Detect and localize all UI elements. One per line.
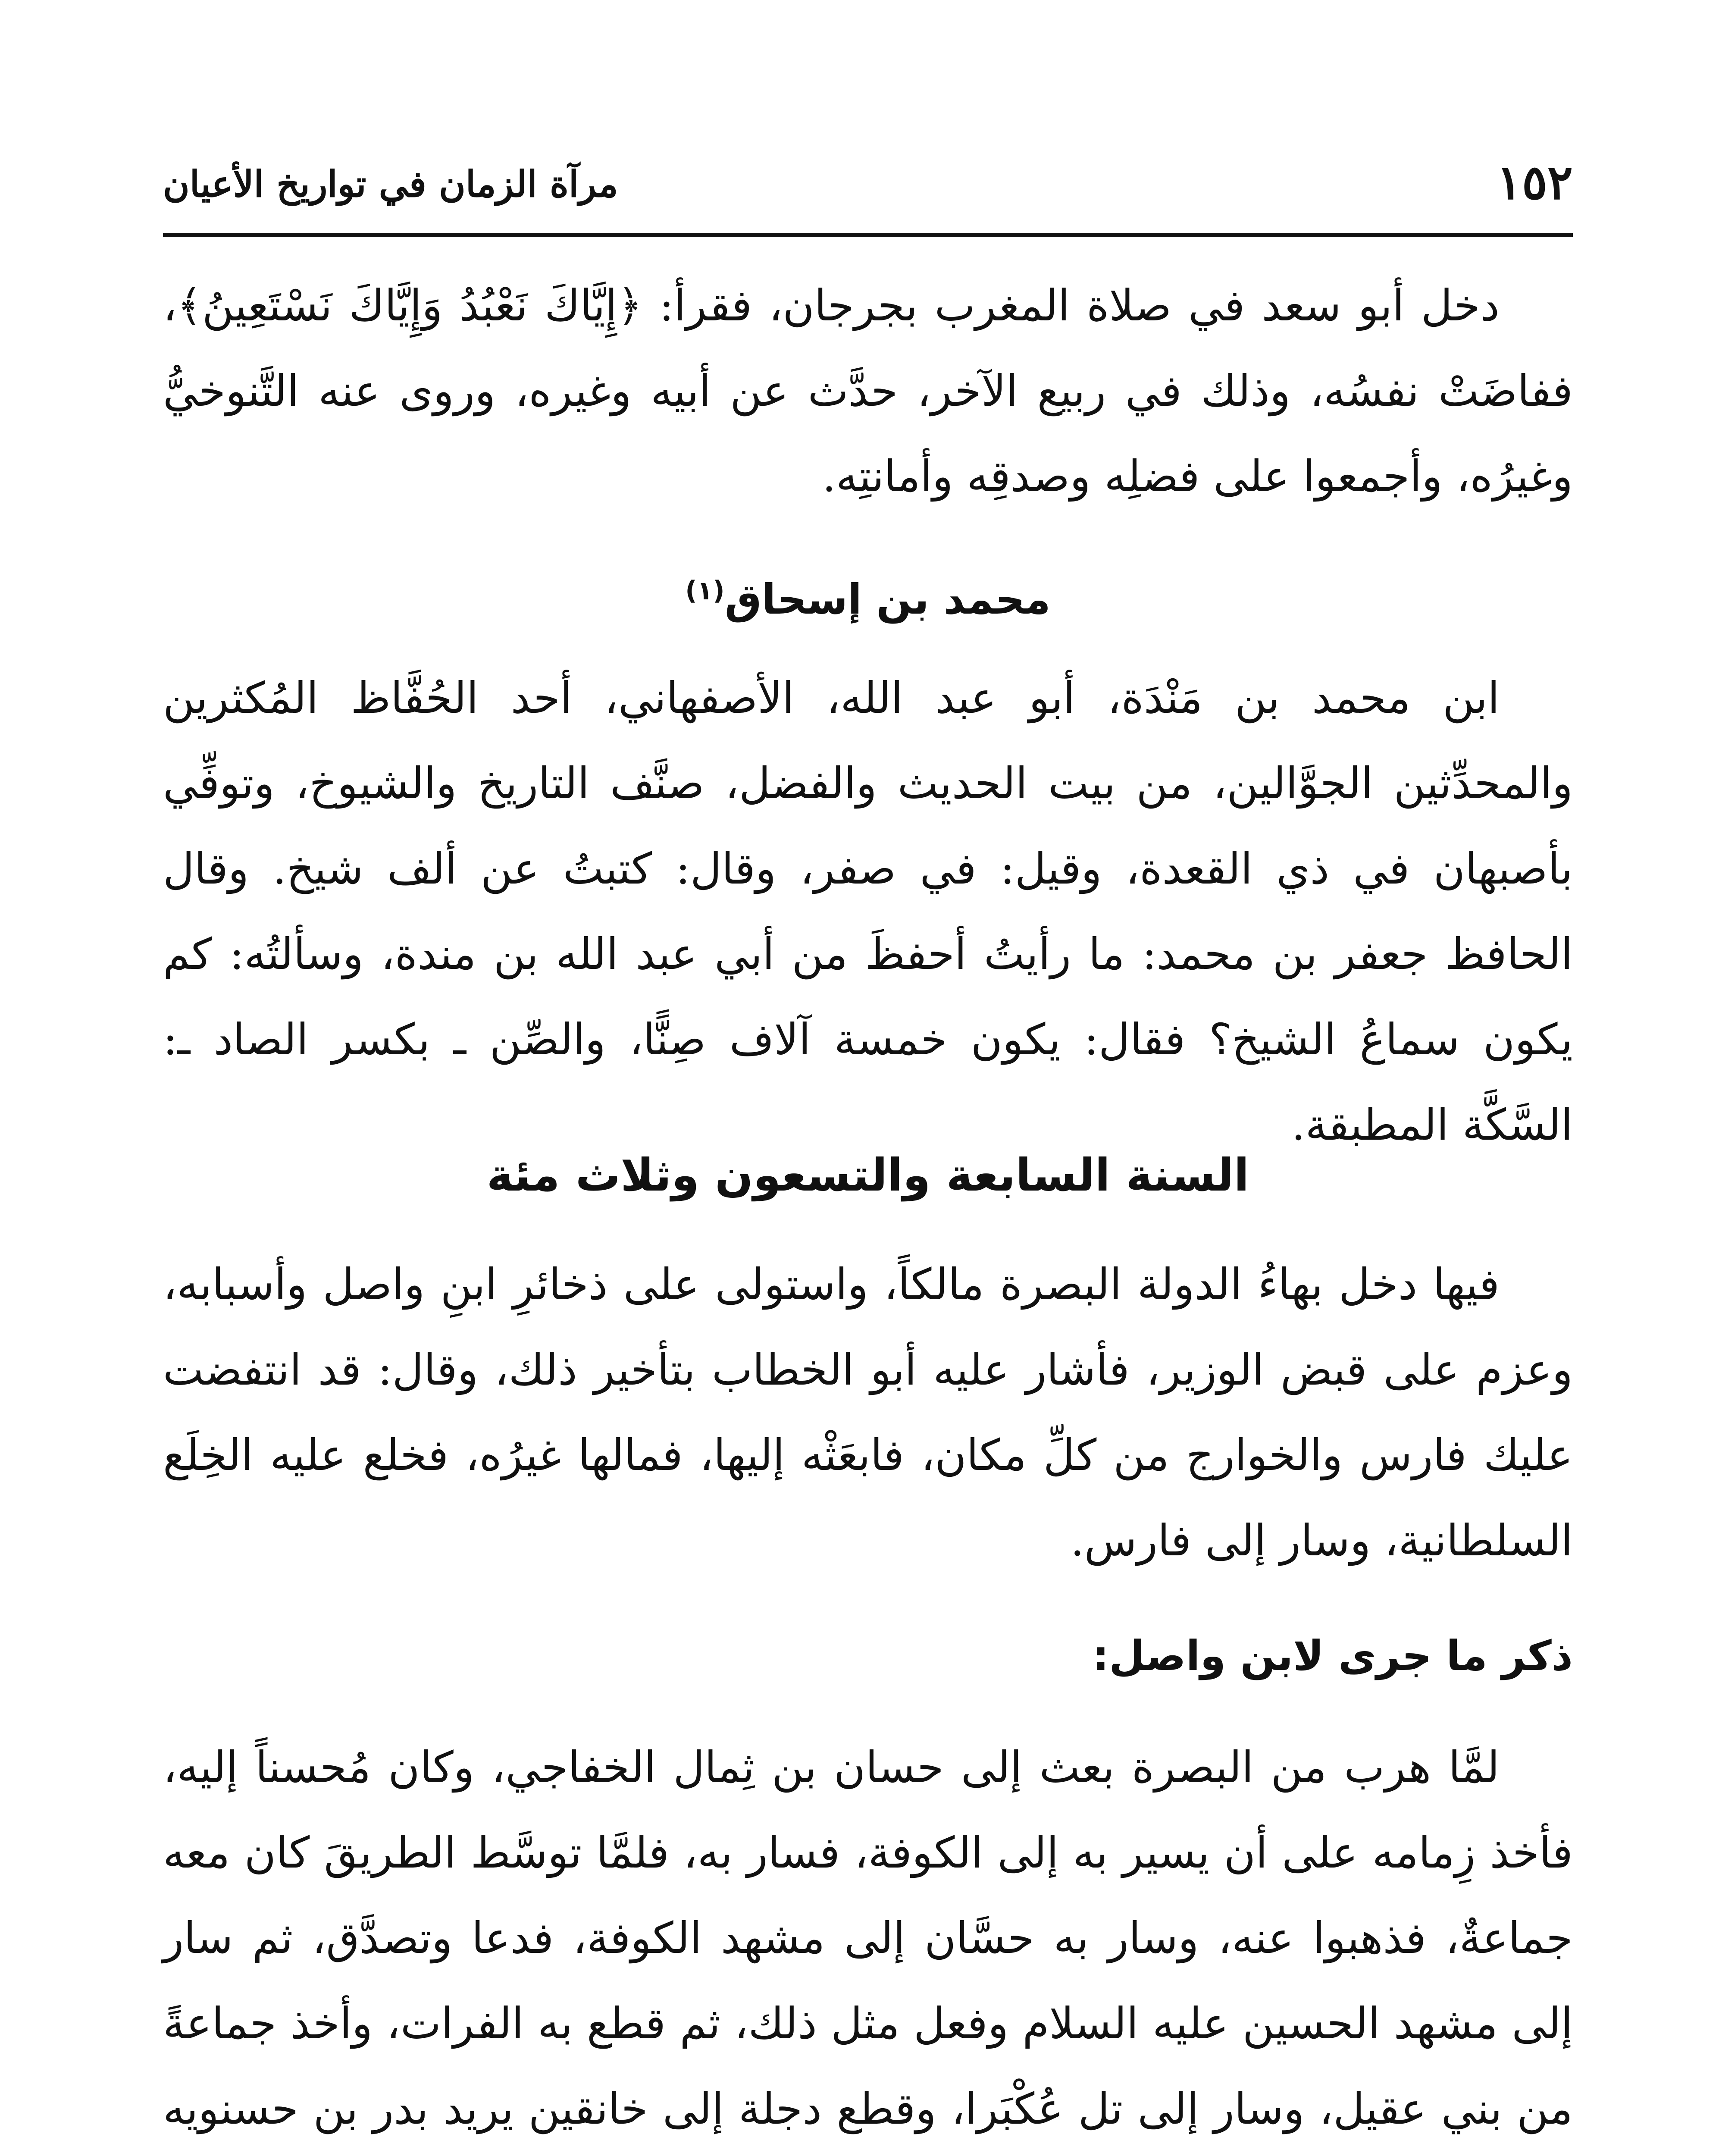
paragraph-ibn-mandah: ابن محمد بن مَنْدَة، أبو عبد الله، الأصفهاني، أحد الحُفَّاظ المُكثرين والمحدِّثين الجوَّالين، من بيت الحديث والفضل، صنَّف التاريخ والشيوخ، وتوفِّي بأصبهان في ذي القعدة، وقيل: في صفر، وقال: كتبتُ عن ألف شيخ. وقال الحافظ جعفر بن محمد: ما رأيتُ أحفظَ من أبي عبد الله بن مندة، وسألتُه: كم يكون سماعُ الشيخ؟ فقال: يكون خمسة آلاف صِنًّا، والصِّن ـ بكسر الصاد ـ: السَّكَّة المطبقة. [163,673,1573,1150]
sub-heading-ibn-wasil: ذكر ما جرى لابن واصل: [1092,1632,1573,1680]
page-number: ١٥٢ [1496,154,1573,210]
paragraph-ibn-wasil: لمَّا هرب من البصرة بعث إلى حسان بن ثِمال الخفاجي، وكان مُحسناً إليه، فأخذ زِمامه على أن يسير به إلى الكوفة، فسار به، فلمَّا توسَّط الطريقَ كان معه جماعةٌ، فذهبوا عنه، وسار به حسَّان إلى مشهد الكوفة، فدعا وتصدَّق، ثم سار إلى مشهد الحسين عليه السلام وفعل مثل ذلك، ثم قطع به الفرات، وأخذ جماعةً من بني عقيل، وسار إلى تل عُكْبَرا، وقطع دجلة إلى خانقين يريد بدر بن حسنويه [163,1742,1573,2134]
paragraph-abu-saad: دخل أبو سعد في صلاة المغرب بجرجان، فقرأ: ﴿إِيَّاكَ نَعْبُدُ وَإِيَّاكَ نَسْتَعِينُ﴾، ففاضَتْ نفسُه، وذلك في ربيع الآخر، حدَّث عن أبيه وغيره، وروى عنه التَّنوخيُّ وغيرُه، وأجمعوا على فضلِه وصدقِه وأمانتِه. [163,280,1573,501]
running-header [163,150,1573,215]
biography-heading-text: محمد بن إسحاق [724,575,1051,624]
year-heading: السنة السابعة والتسعون وثلاث مئة [486,1149,1249,1201]
paragraph-year-events: فيها دخل بهاءُ الدولة البصرة مالكاً، واستولى على ذخائرِ ابنِ واصل وأسبابه، وعزم على قبض الوزير، فأشار عليه أبو الخطاب بتأخير ذلك، وقال: قد انتفضت عليك فارس والخوارج من كلِّ مكان، فابعَثْه إليها، فمالها غيرُه، فخلع عليه الخِلَع السلطانية، وسار إلى فارس. [163,1259,1573,1566]
header-rule [163,233,1573,237]
biography-heading [163,556,1573,634]
footnote-marker: (١) [685,576,725,606]
book-title: مرآة الزمان في تواريخ الأعيان [163,163,618,205]
